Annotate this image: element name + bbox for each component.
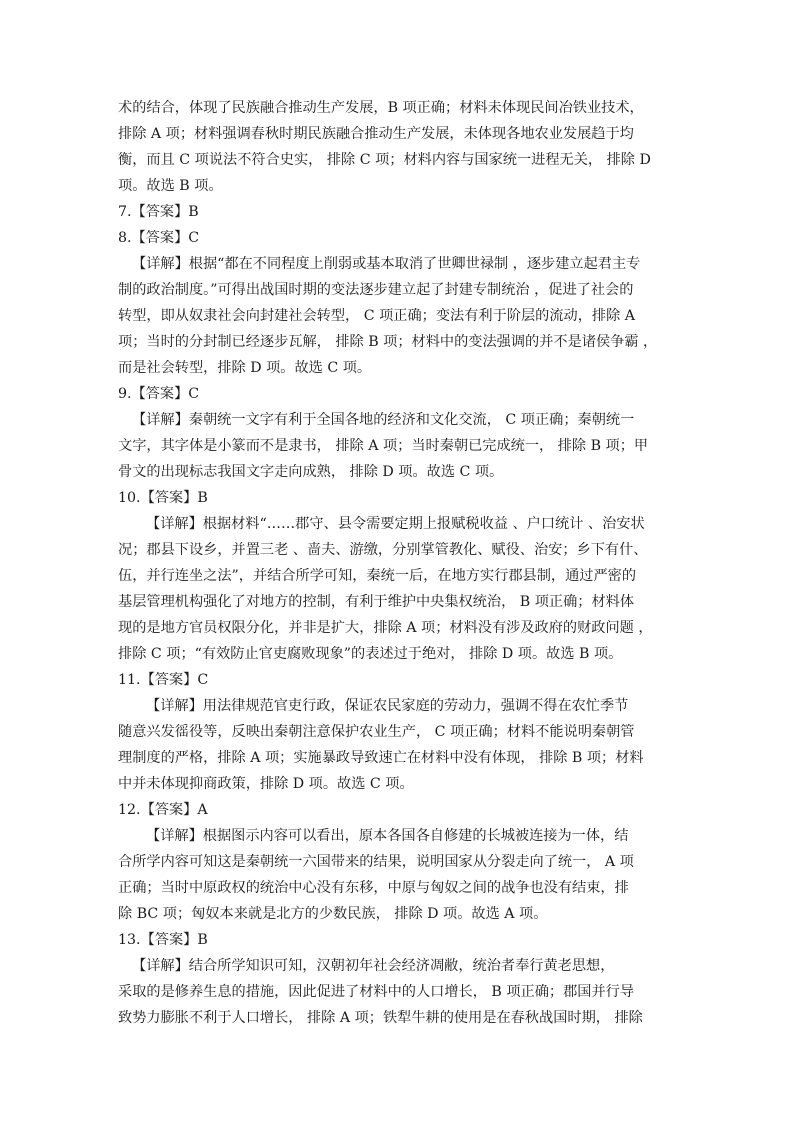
detail-8-line: 而是社会转型，排除 D 项。故选 C 项。 — [118, 360, 372, 376]
intro-line: 排除 A 项；材料强调春秋时期民族融合推动生产发展，未体现各地农业发展趋于均 — [118, 126, 634, 142]
detail-8-line: 【详解】根据“都在不同程度上削弱或基本取消了世卿世禄制 ，逐步建立起君主专 — [132, 256, 641, 272]
detail-9-line: 【详解】秦朝统一文字有利于全国各地的经济和文化交流， C 项正确；秦朝统一 — [132, 412, 635, 428]
answer-explanations — [118, 95, 678, 1031]
answer-11: 11.【答案】C — [118, 672, 209, 688]
detail-8-line: 转型，即从奴隶社会向封建社会转型， C 项正确；变法有利于阶层的流动，排除 A — [118, 308, 636, 324]
detail-10-line: 现的是地方官员权限分化，并非是扩大，排除 A 项；材料没有涉及政府的财政问题 ， — [118, 620, 653, 636]
answer-7: 7.【答案】B — [118, 204, 199, 220]
detail-10-line: 况；郡县下设乡，并置三老 、啬夫、游缴，分别掌管教化、赋役、治安；乡下有什、 — [118, 542, 648, 558]
detail-9-line: 文字，其字体是小篆而不是隶书， 排除 A 项；当时秦朝已完成统一， 排除 B 项；甲 — [118, 438, 649, 454]
detail-12-line: 除 BC 项；匈奴本来就是北方的少数民族， 排除 D 项。故选 A 项。 — [118, 906, 548, 922]
detail-9-line: 骨文的出现标志我国文字走向成熟， 排除 D 项。故选 C 项。 — [118, 464, 504, 480]
intro-line: 项。故选 B 项。 — [118, 178, 223, 194]
answer-8: 8.【答案】C — [118, 230, 200, 246]
intro-line: 术的结合，体现了民族融合推动生产发展，B 项正确；材料未体现民间冶铁业技术， — [118, 100, 644, 116]
detail-10-line: 基层管理机构强化了对地方的控制，有利于维护中央集权统治， B 项正确；材料体 — [118, 594, 635, 610]
detail-10-line: 伍，并行连坐之法”，并结合所学可知，秦统一后，在地方实行郡县制，通过严密的 — [118, 568, 637, 584]
answer-12: 12.【答案】A — [118, 802, 208, 818]
detail-12-line: 合所学内容可知这是秦朝统一六国带来的结果，说明国家从分裂走向了统一， A 项 — [118, 854, 634, 870]
intro-line: 衡，而且 C 项说法不符合史实， 排除 C 项；材料内容与国家统一进程无关， 排除 D — [118, 152, 651, 168]
detail-12-line: 正确；当时中原政权的统治中心没有东移，中原与匈奴之间的战争也没有结束，排 — [118, 880, 629, 896]
detail-11-line: 理制度的严格，排除 A 项；实施暴政导致速亡在材料中没有体现， 排除 B 项；材料 — [118, 750, 644, 766]
detail-10-line: 【详解】根据材料“……郡守、县令需要定期上报赋税收益 、户口统计 、治安状 — [146, 516, 645, 532]
detail-13-line: 【详解】结合所学知识可知，汉朝初年社会经济凋敝，统治者奉行黄老思想， — [132, 958, 615, 974]
detail-11-line: 中并未体现抑商政策，排除 D 项。故选 C 项。 — [118, 776, 414, 792]
detail-10-line: 排除 C 项；“有效防止官吏腐败现象”的表述过于绝对， 排除 D 项。故选 B 项。 — [118, 646, 623, 662]
detail-11-line: 【详解】用法律规范官吏行政，保证农民家庭的劳动力，强调不得在农忙季节 — [146, 698, 629, 714]
answer-9: 9.【答案】C — [118, 386, 200, 402]
detail-8-line: 项；当时的分封制已经逐步瓦解， 排除 B 项；材料中的变法强调的并不是诸侯争霸 ， — [118, 334, 658, 350]
detail-13-line: 致势力膨胀不利于人口增长， 排除 A 项；铁犁牛耕的使用是在春秋战国时期， 排除 — [118, 1010, 643, 1026]
detail-11-line: 随意兴发徭役等，反映出秦朝注意保护农业生产， C 项正确；材料不能说明秦朝管 — [118, 724, 635, 740]
detail-13-line: 采取的是修养生息的措施，因此促进了材料中的人口增长， B 项正确；郡国并行导 — [118, 984, 635, 1000]
detail-12-line: 【详解】根据图示内容可以看出，原本各国各自修建的长城被连接为一体，结 — [146, 828, 629, 844]
answer-13: 13.【答案】B — [118, 932, 208, 948]
answer-10: 10.【答案】B — [118, 490, 208, 506]
detail-8-line: 制的政治制度。”可得出战国时期的变法逐步建立起了封建专制统治 ，促进了社会的 — [118, 282, 634, 298]
